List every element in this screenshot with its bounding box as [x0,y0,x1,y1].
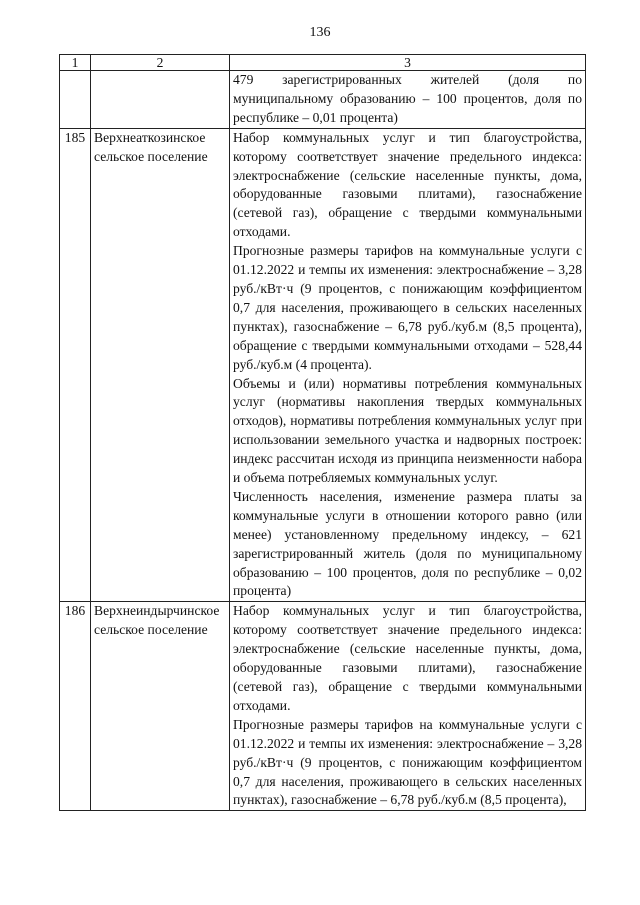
header-col-1: 1 [60,55,91,71]
paragraph: Набор коммунальных услуг и тип благоустройства, которому соответствует значение предельного индекса: электроснабжение (сельские населенные пункты, дома, оборудованные газовыми плитами), газоснабжение (сетевой газ), обращение с твердыми коммунальными отходами. [233,603,582,713]
table-header-row [60,55,586,71]
paragraph: Численность населения, изменение размера платы за коммунальные услуги в отношении которого равно (или менее) установленному предельному индексу, – 621 зарегистрированный житель (доля по муниципальному образованию – 100 процентов, доля по республике – 0,02 процента) [233,488,582,599]
row-content [230,71,586,129]
paragraph: Набор коммунальных услуг и тип благоустройства, которому соответствует значение предельного индекса: электроснабжение (сельские населенные пункты, дома, оборудованные газовыми плитами), газоснабжение (сетевой газ), обращение с твердыми коммунальными отходами. [233,129,582,240]
row-number: 186 [60,602,91,811]
tariff-table [59,54,586,811]
header-col-2: 2 [91,55,230,71]
paragraph: Прогнозные размеры тарифов на коммунальные услуги с 01.12.2022 и темпы их изменения: электроснабжение – 3,28 руб./кВт·ч (9 процентов, с понижающим коэффициентом 0,7 для населения, проживающего в сельских населенных пунктах), газоснабжение – 6,78 руб./куб.м (8,5 процента), [233,716,582,808]
row-content [230,602,586,811]
paragraph: Прогнозные размеры тарифов на коммунальные услуги с 01.12.2022 и темпы их изменения: электроснабжение – 3,28 руб./кВт·ч (9 процентов, с понижающим коэффициентом 0,7 для населения, проживающего в сельских населенных пунктах), газоснабжение – 6,78 руб./куб.м (8,5 процента), обращение с твердыми коммунальными отходами – 528,44 руб./куб.м (4 процента). [233,243,582,372]
header-col-3: 3 [230,55,586,71]
paragraph: Объемы и (или) нормативы потребления коммунальных услуг (нормативы накопления твердых коммунальных отходов), нормативы потребления коммунальных услуг при использовании земельного участка и надворных построек: индекс рассчитан исходя из принципа неизменности набора и объема потребляемых коммунальных услуг. [233,375,582,486]
page-number: 136 [309,25,331,40]
row-number: 185 [60,128,91,602]
settlement-name: Верхнеаткозинское сельское поселение [91,128,230,602]
table-row [60,602,586,811]
paragraph: 479 зарегистрированных жителей (доля по муниципальному образованию – 100 процентов, доля по республике – 0,01 процента) [233,72,582,125]
row-number [60,71,91,129]
table-row [60,128,586,602]
settlement-name: Верхнеиндырчинское сельское поселение [91,602,230,811]
row-content [230,128,586,602]
settlement-name [91,71,230,129]
table-row [60,71,586,129]
